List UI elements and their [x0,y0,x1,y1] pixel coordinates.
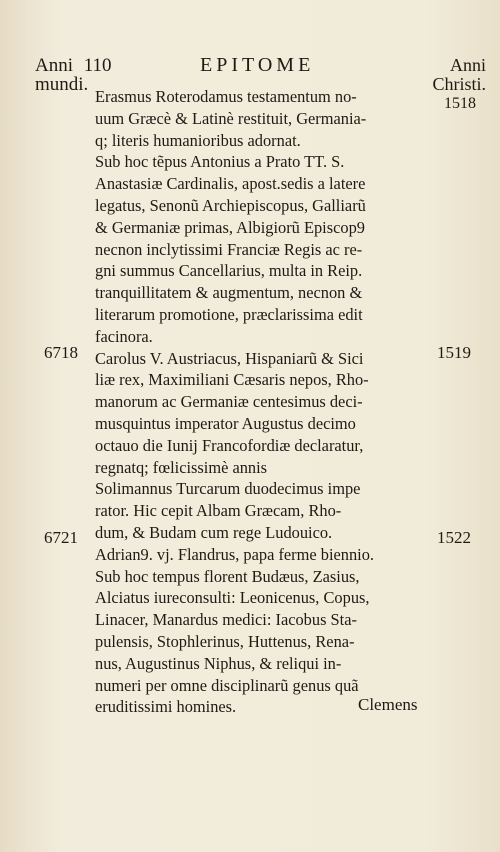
text-line: tranquillitatem & augmentum, necnon & [95,283,363,303]
text-line: q; literis humanioribus adornat. [95,130,301,150]
text-line: pulensis, Stophlerinus, Huttenus, Rena- [95,631,355,651]
text-line: liæ rex, Maximiliani Cæsaris nepos, Rho- [95,370,369,390]
text-line: manorum ac Germaniæ centesimus deci- [95,392,363,412]
running-title: EPITOME [200,54,315,76]
text-line: Sub hoc tẽpus Antonius a Prato TT. S. [95,152,345,172]
margin-year-1519: 1519 [437,343,471,362]
text-line: eruditissimi homines. [95,697,237,717]
body-text [95,86,435,718]
text-line: octauo die Iunij Francofordiæ declaratur, [95,435,364,455]
text-line: regnatq; fœlicissimè annis [95,457,268,477]
text-line: rator. Hic cepit Albam Græcam, Rho- [95,501,342,521]
text-line: Alciatus iureconsulti: Leonicenus, Copus, [95,588,370,608]
catchword: Clemens [358,695,418,714]
text-line: necnon inclytissimi Franciæ Regis ac re- [95,239,363,259]
text-line: numeri per omne disciplinarũ genus quã [95,675,359,695]
page-number: 110 [83,55,112,76]
text-line: Sub hoc tempus florent Budæus, Zasius, [95,566,360,586]
text-line: Solimannus Turcarum duodecimus impe [95,479,361,499]
text-line: facinora. [95,326,153,346]
text-line: Anastasiæ Cardinalis, apost.sedis a latere [95,174,366,194]
text-line: Adrian9. vj. Flandrus, papa ferme biennio. [95,544,375,564]
text-line: musquintus imperator Augustus decimo [95,413,356,433]
header-anni-left: Anni [35,55,73,76]
text-line: legatus, Senonũ Archiepiscopus, Galliarũ [95,195,366,215]
text-line: gni summus Cancellarius, multa in Reip. [95,261,363,281]
text-line: nus, Augustinus Niphus, & reliqui in- [95,653,342,673]
text-line: Linacer, Manardus medici: Iacobus Sta- [95,610,357,630]
text-line: dum, & Budam cum rege Ludouico. [95,522,333,542]
header-right [432,56,486,113]
text-line: Erasmus Roterodamus testamentum no- [95,87,357,106]
text-line: uum Græcè & Latinè restituit, Germania- [95,108,367,128]
text-line: Carolus V. Austriacus, Hispaniarũ & Sici [95,348,364,368]
text-line: literarum promotione, præclarissima edit [95,304,363,324]
header-christi: Christi. [432,74,486,94]
text-line: & Germaniæ primas, Albigiorũ Episcop9 [95,217,365,237]
margin-year-1522: 1522 [437,528,471,547]
header-mundi: mundi. [35,74,89,95]
margin-year-6721: 6721 [44,528,78,547]
margin-year-6718: 6718 [44,343,78,362]
header-anni-right: Anni [450,55,486,75]
header-year-1518: 1518 [444,95,476,112]
